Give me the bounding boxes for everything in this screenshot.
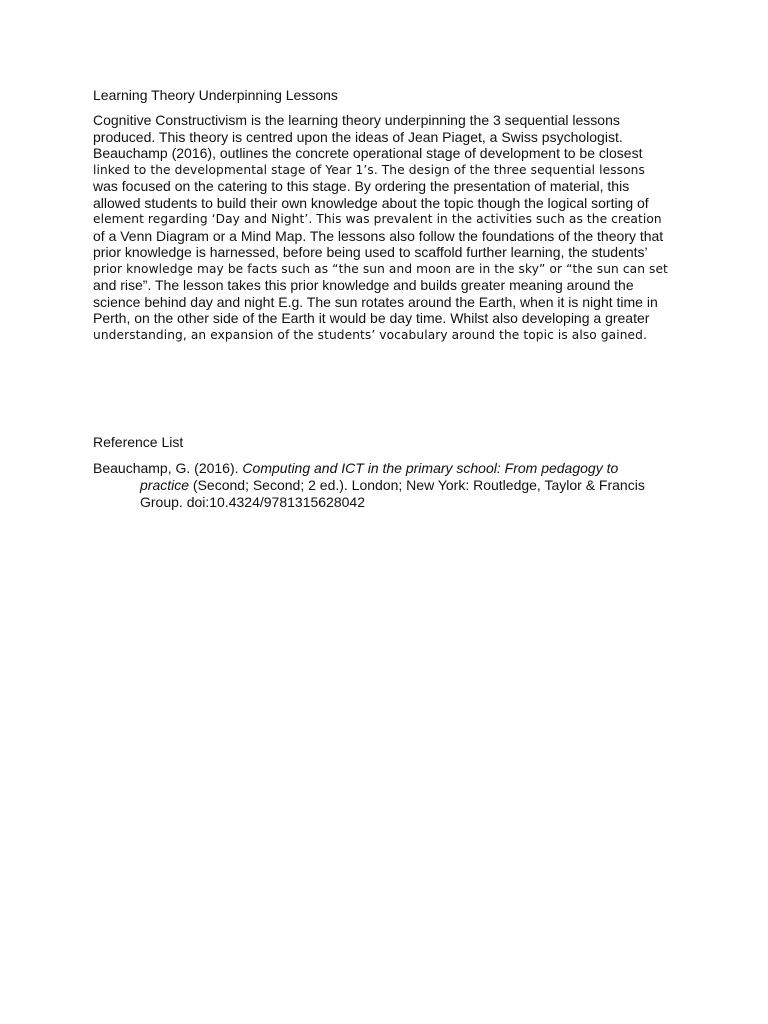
body-paragraph <box>93 112 693 343</box>
reference-list-heading: Reference List <box>93 434 184 450</box>
paragraph-line: understanding, an expansion of the students’ vocabulary around the topic is also gained. <box>93 327 647 342</box>
reference-author: Beauchamp, G. (2016). <box>93 460 243 476</box>
paragraph-line: prior knowledge may be facts such as “the sun and moon are in the sky” or “the sun can set <box>93 261 668 276</box>
paragraph-line: of a Venn Diagram or a Mind Map. The lessons also follow the foundations of the theory that <box>93 227 664 244</box>
reference-line-3: Group. doi:10.4324/9781315628042 <box>140 494 365 510</box>
reference-entry <box>93 460 713 511</box>
paragraph-line: science behind day and night E.g. The sun rotates around the Earth, when it is night time in <box>93 293 658 310</box>
paragraph-line: allowed students to build their own knowledge about the topic though the logical sorting of <box>93 194 649 211</box>
reference-title: Computing and ICT in the primary school: From pedagogy to <box>242 460 619 476</box>
paragraph-line: produced. This theory is centred upon the ideas of Jean Piaget, a Swiss psychologist. <box>93 128 623 145</box>
paragraph-line: and rise”. The lesson takes this prior knowledge and builds greater meaning around the <box>93 277 634 293</box>
paragraph-line: prior knowledge is harnessed, before being used to scaffold further learning, the students’ <box>93 244 648 260</box>
paragraph-line: Cognitive Constructivism is the learning theory underpinning the 3 sequential lessons <box>93 112 620 128</box>
reference-line-2 <box>93 477 713 494</box>
paragraph-line: was focused on the catering to this stage. By ordering the presentation of material, this <box>93 178 630 194</box>
paragraph-line: linked to the developmental stage of Year 1’s. The design of the three sequential lessons <box>93 162 645 177</box>
reference-line-1 <box>93 460 713 477</box>
paragraph-line: Perth, on the other side of the Earth it would be day time. Whilst also developing a greater <box>93 310 650 326</box>
paragraph-line: Beauchamp (2016), outlines the concrete operational stage of development to be closest <box>93 145 643 161</box>
reference-title-end: practice <box>140 477 190 493</box>
paragraph-line: element regarding ‘Day and Night’. This was prevalent in the activities such as the creation <box>93 212 662 226</box>
reference-publisher: (Second; Second; 2 ed.). London; New York: Routledge, Taylor & Francis <box>189 477 645 493</box>
section-heading: Learning Theory Underpinning Lessons <box>93 87 338 103</box>
